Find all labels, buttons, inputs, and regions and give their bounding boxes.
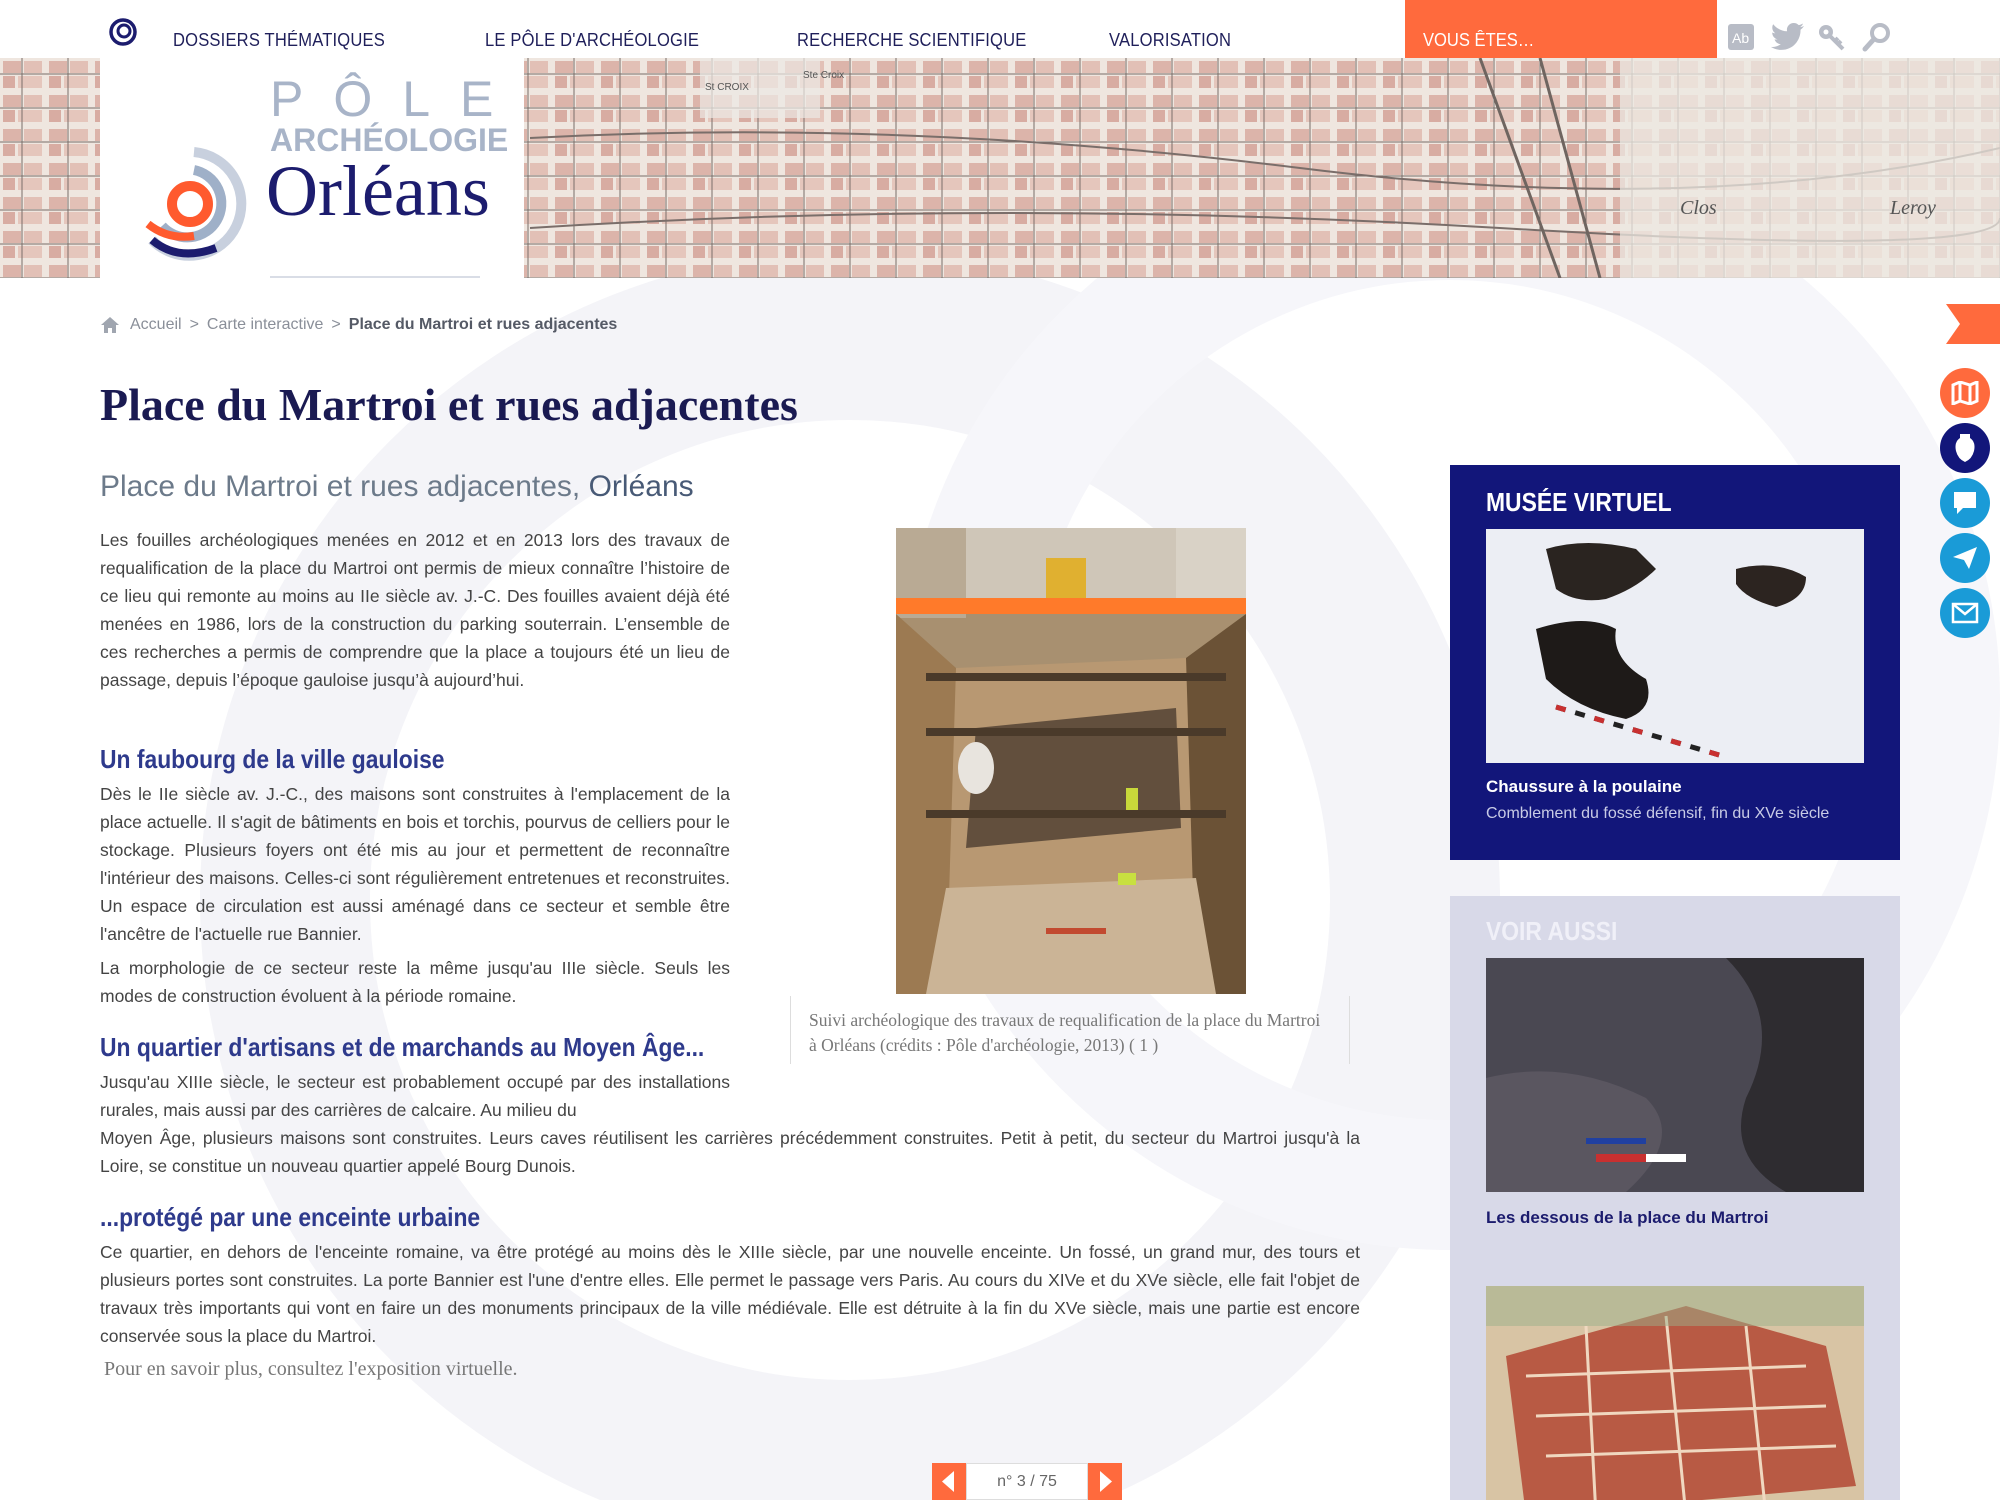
- search-icon[interactable]: [1862, 22, 1892, 52]
- intro-paragraph: Les fouilles archéologiques menées en 2012 et en 2013 lors des travaux de requalification de la place du Martroi ont permis de mieux connaître l’histoire de ce lieu qui remonte au moins au IIe siècle av. J.-C. Des fouilles avaient déjà été menées en 1986, lors de la construction du parking souterrain. L’ensemble de ces recherches a permis de comprendre que la place a toujours été un lieu de passage, depuis l’époque gauloise jusqu’à aujourd’hui.: [100, 530, 730, 690]
- pole-archeologie-logo-icon: [138, 144, 250, 266]
- arrow-left-icon: [932, 1463, 966, 1500]
- vase-icon[interactable]: [1940, 423, 1990, 473]
- map-label-st-croix: St CROIX: [705, 82, 749, 93]
- subtitle-prefix: Place du Martroi et rues adjacentes,: [100, 470, 589, 503]
- nav-le-pole[interactable]: LE PÔLE D'ARCHÉOLOGIE: [485, 30, 700, 50]
- next-page-button[interactable]: [1088, 1463, 1122, 1500]
- top-navigation: [0, 0, 2000, 58]
- subtitle-city: Orléans: [588, 470, 694, 503]
- logo-text-orleans: Orléans: [266, 151, 490, 231]
- nav-dossiers-thematiques[interactable]: DOSSIERS THÉMATIQUES: [173, 30, 385, 50]
- nav-valorisation[interactable]: VALORISATION: [1109, 30, 1232, 50]
- side-bookmark-flag-icon[interactable]: [1946, 304, 2000, 344]
- breadcrumb-current: Place du Martroi et rues adjacentes: [348, 316, 618, 333]
- voir-aussi-title: VOIR AUSSI: [1486, 916, 1618, 946]
- map-label-clos: Clos: [1680, 197, 1717, 219]
- previous-page-button[interactable]: [932, 1463, 966, 1500]
- page-title: Place du Martroi et rues adjacentes: [100, 379, 798, 430]
- excavation-photo-illustration: [896, 528, 1246, 994]
- nav-recherche-scientifique[interactable]: RECHERCHE SCIENTIFIQUE: [797, 30, 1027, 50]
- musee-caption-title: Chaussure à la poulaine: [1486, 777, 1682, 796]
- vous-etes-label: VOUS ÊTES…: [1423, 30, 1535, 50]
- musee-caption-subtitle: Comblement du fossé défensif, fin du XVe siècle: [1486, 805, 1830, 822]
- dessous-martroi-image[interactable]: [1486, 958, 1864, 1192]
- logo-underline: [270, 276, 480, 278]
- breadcrumb-home[interactable]: Accueil: [130, 316, 182, 333]
- mail-icon[interactable]: [1940, 588, 1990, 638]
- paragraph-quartier-part1: Jusqu'au XIIIe siècle, le secteur est probablement occupé par des installations rurales, mais aussi par des carrières de calcaire. Au milieu du: [100, 1072, 730, 1120]
- orleans-old-map-illustration: [1486, 1286, 1864, 1500]
- send-icon[interactable]: [1940, 533, 1990, 583]
- orleans-old-map-image[interactable]: [1486, 1286, 1864, 1500]
- dessous-martroi-illustration: [1486, 958, 1864, 1192]
- section-heading-faubourg: Un faubourg de la ville gauloise: [100, 744, 445, 774]
- svg-text:Ab: Ab: [1732, 30, 1750, 46]
- breadcrumb: [100, 316, 617, 334]
- map-label-leroy: Leroy: [1890, 197, 1936, 219]
- page-subtitle: [100, 470, 694, 504]
- paragraph-quartier-part2: Moyen Âge, plusieurs maisons sont construites. Leurs caves réutilisent les carrières précédemment construites. Petit à petit, du secteur du Martroi jusqu'à la Loire, se constitue un nouveau quartier appelé Bourg Dunois.: [100, 1128, 1360, 1176]
- poulaine-shoe-illustration: [1486, 529, 1864, 763]
- page-counter: n° 3 / 75: [966, 1463, 1088, 1500]
- breadcrumb-separator: >: [189, 316, 199, 333]
- breadcrumb-separator: >: [331, 316, 341, 333]
- chat-icon[interactable]: [1940, 478, 1990, 528]
- figure-caption-text: Suivi archéologique des travaux de requalification de la place du Martroi à Orléans (crédits : Pôle d'archéologie, 2013) ( 1 ): [809, 1010, 1321, 1055]
- vous-etes-menu[interactable]: [1405, 0, 1717, 58]
- poulaine-shoe-image[interactable]: [1486, 529, 1864, 763]
- logo-panel[interactable]: [100, 58, 524, 278]
- map-label-ste-croix: Ste Croix: [803, 70, 845, 81]
- login-key-icon[interactable]: [1816, 22, 1846, 52]
- arrow-right-icon: [1088, 1463, 1122, 1500]
- twitter-icon[interactable]: [1770, 22, 1806, 52]
- musee-virtuel-title: MUSÉE VIRTUEL: [1486, 487, 1672, 517]
- voir-aussi-caption[interactable]: Les dessous de la place du Martroi: [1486, 1208, 1769, 1227]
- accessibility-icon[interactable]: [1726, 22, 1756, 52]
- paragraph-faubourg: Dès le IIe siècle av. J.-C., des maisons sont construites à l'emplacement de la place actuelle. Il s'agit de bâtiments en bois et torchis, pourvus de celliers pour le stockage. Plusieurs foyers ont été mis au jour et permettent de reconnaître l'intérieur des maisons. Celles-ci sont régulièrement entretenues et reconstruites. Un espace de circulation est aussi aménagé dans ce secteur et semble être l'ancêtre de l'actuelle rue Bannier.: [100, 784, 730, 944]
- map-icon[interactable]: [1940, 368, 1990, 418]
- excavation-photo[interactable]: [896, 528, 1246, 994]
- paragraph-enceinte: Ce quartier, en dehors de l'enceinte romaine, va être protégé au moins dès le XIIIe siècle, par une nouvelle enceinte. Un fossé, un grand mur, des tours et plusieurs portes sont construites. La porte Bannier est l'une d'entre elles. Elle permet le passage vers Paris. Au cours du XIVe et du XVe siècle, elle fait l'objet de travaux très importants qui vont en faire un des monuments principaux de la ville médiévale. Elle est détruite à la fin du XVe siècle, mais une partie est encore conservée sous la place du Martroi.: [100, 1242, 1360, 1346]
- section-heading-quartier: Un quartier d'artisans et de marchands au Moyen Âge...: [100, 1032, 705, 1062]
- paragraph-morphologie: La morphologie de ce secteur reste la même jusqu'au IIIe siècle. Seuls les modes de construction évoluent à la période romaine.: [100, 958, 730, 1006]
- readmore-link[interactable]: Pour en savoir plus, consultez l'exposition virtuelle.: [104, 1358, 518, 1380]
- logo-text-archeologie: ARCHÉOLOGIE: [270, 122, 509, 158]
- logo-text-pole: PÔLE: [270, 71, 524, 127]
- pagination: [932, 1463, 1122, 1500]
- breadcrumb-carte-interactive[interactable]: Carte interactive: [206, 316, 324, 333]
- section-heading-enceinte: ...protégé par une enceinte urbaine: [100, 1202, 481, 1232]
- site-logo-icon[interactable]: [108, 17, 138, 47]
- voir-aussi-card: [1450, 896, 1900, 1500]
- figure-caption: [790, 996, 1350, 1064]
- home-icon[interactable]: [100, 316, 120, 334]
- musee-virtuel-card[interactable]: [1450, 465, 1900, 860]
